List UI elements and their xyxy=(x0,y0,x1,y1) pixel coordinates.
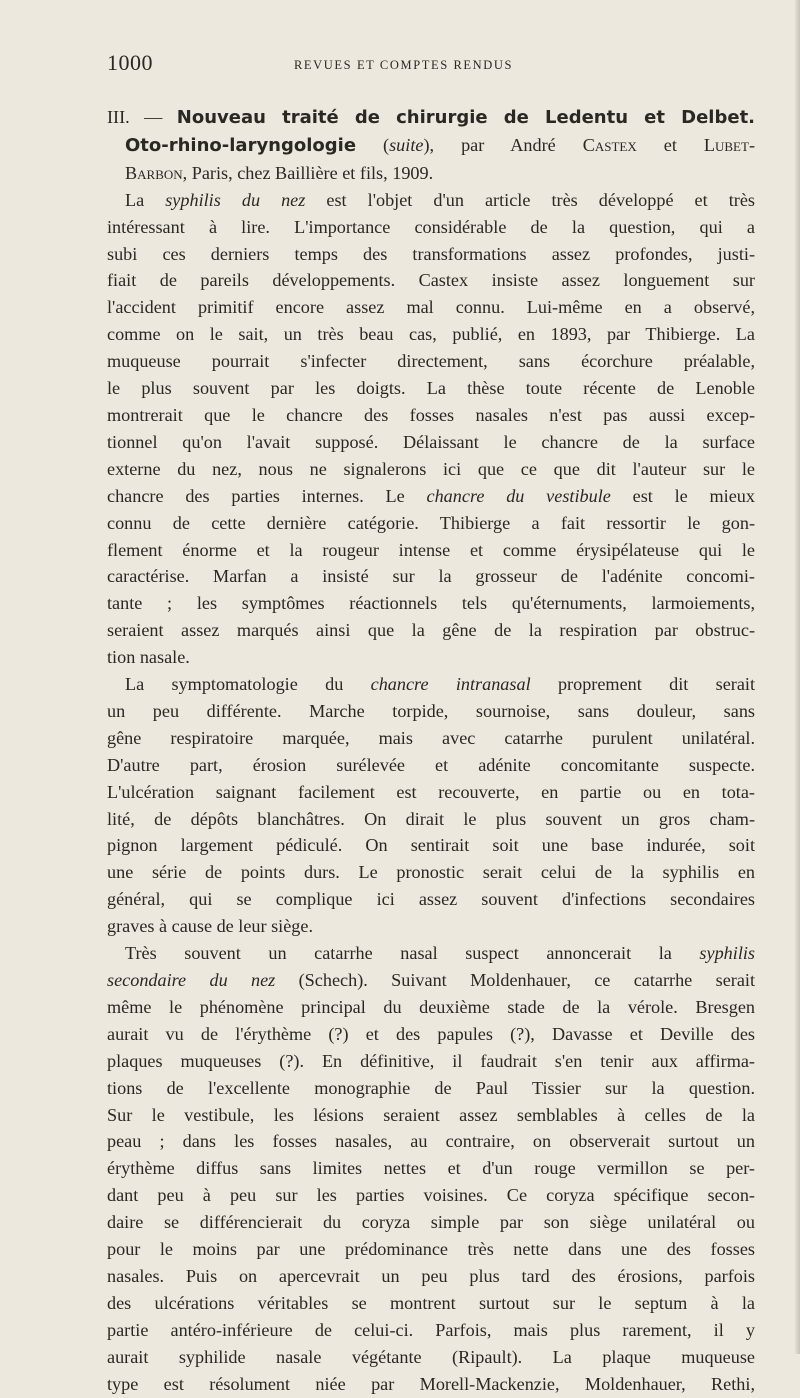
text-line xyxy=(107,104,755,132)
text-span: type est résolument niée par Morell-Mackenzie, Moldenhauer, Rethi, xyxy=(107,1373,755,1394)
text-span: La xyxy=(125,189,166,210)
text-span: (Schech). Suivant Moldenhauer, ce catarrhe serait xyxy=(275,970,755,990)
text-span: externe du nez, nous ne signalerons ici que ce que dit l'auteur sur le xyxy=(107,458,755,479)
text-span: nasales. Puis on apercevrait un peu plus tard des érosions, parfois xyxy=(107,1265,755,1286)
text-line xyxy=(107,859,755,886)
text-span: plaques muqueuses (?). En définitive, il faudrait s'en tenir aux affirma- xyxy=(107,1050,755,1071)
text-span: est l'objet d'un article très développé et très xyxy=(305,189,755,210)
italic-text: chancre du vestibule xyxy=(426,485,611,506)
text-span: proprement dit serait xyxy=(530,674,756,695)
text-line xyxy=(107,402,755,429)
author-name: Barbon xyxy=(125,162,183,183)
text-line xyxy=(107,779,755,806)
text-line xyxy=(107,214,755,241)
text-line xyxy=(107,187,755,214)
text-span: aurait syphilide nasale végétante (Ripault). La plaque muqueuse xyxy=(107,1346,755,1367)
text-span: tions de l'excellente monographie de Paul Tissier sur la question. xyxy=(107,1077,755,1098)
text-line xyxy=(107,563,755,590)
text-span: graves à cause de leur siège. xyxy=(107,916,314,937)
text-span: intéressant à lire. L'importance considérable de la question, qui a xyxy=(107,216,755,237)
text-line xyxy=(107,375,755,402)
text-span: Sur le vestibule, les lésions seraient assez semblables à celles de la xyxy=(107,1104,755,1125)
text-span: connu de cette dernière catégorie. Thibierge a fait ressortir le gon- xyxy=(107,512,755,533)
text-span: tante ; les symptômes réactionnels tels qu'éternuments, larmoiements, xyxy=(107,593,755,614)
italic-text: syphilis du nez xyxy=(165,189,306,210)
text-span: La symptomatologie du xyxy=(125,674,371,695)
text-span: daire se différencierait du coryza simple par son siège unilatéral ou xyxy=(107,1212,755,1233)
italic-text: secondaire du nez xyxy=(107,970,276,990)
text-line xyxy=(107,348,755,375)
italic-text: chancre intranasal xyxy=(370,674,531,695)
text-line xyxy=(107,590,755,617)
text-span: tion nasale. xyxy=(107,647,190,668)
text-line xyxy=(107,1075,755,1102)
text-line xyxy=(107,832,755,859)
text-line xyxy=(107,698,755,725)
text-line xyxy=(107,1209,755,1236)
text-span: L'ulcération saignant facilement est recouverte, en partie ou en tota- xyxy=(107,781,755,802)
page-header xyxy=(107,48,755,84)
text-span: tionnel qu'on l'avait supposé. Délaissant le chancre de la surface xyxy=(107,431,755,452)
text-line xyxy=(107,510,755,537)
text-span: général, qui se complique ici assez souvent d'infections secondaires xyxy=(107,889,755,910)
text-span: , Paris, chez Baillière et fils, 1909. xyxy=(182,162,434,183)
text-line xyxy=(107,617,755,644)
text-line xyxy=(107,132,755,160)
text-span: des ulcérations véritables se montrent surtout sur le septum à la xyxy=(107,1292,755,1313)
text-line xyxy=(107,1317,755,1344)
text-line xyxy=(107,1128,755,1155)
page-number: 1000 xyxy=(107,50,153,75)
text-span: dant peu à peu sur les parties voisines. Ce coryza spécifique secon- xyxy=(107,1185,755,1206)
text-line xyxy=(107,1263,755,1290)
text-line xyxy=(107,994,755,1021)
text-span: partie antéro-inférieure de celui-ci. Parfois, mais plus rarement, il y xyxy=(107,1319,755,1340)
author-name: Castex xyxy=(582,134,637,155)
text-span: flement énorme et la rougeur intense et comme érysipélateuse qui le xyxy=(107,539,755,560)
text-span: seraient assez marqués ainsi que la gêne de la respiration par obstruc- xyxy=(107,620,755,641)
text-line xyxy=(107,429,755,456)
text-line xyxy=(107,241,755,268)
text-span: ( xyxy=(356,134,390,155)
italic-text: syphilis xyxy=(699,943,755,964)
text-span: pignon largement pédiculé. On sentirait soit une base indurée, soit xyxy=(107,835,755,856)
text-span: le plus souvent par les doigts. La thèse toute récente de Lenoble xyxy=(107,378,755,399)
text-span: fiait de pareils développements. Castex insiste assez longuement sur xyxy=(107,270,755,291)
page xyxy=(107,48,755,1398)
text-span: chancre des parties internes. Le xyxy=(107,485,427,506)
text-line xyxy=(107,321,755,348)
title-text: Oto-rhino-laryngologie xyxy=(125,134,357,156)
article-body xyxy=(107,104,755,1398)
text-line xyxy=(107,456,755,483)
text-span: et xyxy=(636,134,704,155)
text-line xyxy=(107,671,755,698)
text-line xyxy=(107,1155,755,1182)
text-span: muqueuse pourrait s'infecter directement, sans écorchure préalable, xyxy=(107,351,755,372)
text-span: pour le moins par une prédominance très nette dans une des fosses xyxy=(107,1239,755,1260)
text-span: même le phénomène principal du deuxième stade de la vérole. Bresgen xyxy=(107,996,755,1017)
page-edge-shadow xyxy=(794,0,800,1354)
running-head: REVUES ET COMPTES RENDUS xyxy=(294,58,514,72)
text-span: subi ces derniers temps des transformations assez profondes, justi- xyxy=(107,243,755,264)
text-span: D'autre part, érosion surélevée et adénite concomitante suspecte. xyxy=(107,754,755,775)
text-span: Très souvent un catarrhe nasal suspect annoncerait la xyxy=(125,943,700,964)
italic-text: suite xyxy=(389,134,424,155)
text-line xyxy=(107,1048,755,1075)
text-line xyxy=(107,967,755,994)
text-line xyxy=(107,644,755,671)
text-span: lité, de dépôts blanchâtres. On dirait le plus souvent un gros cham- xyxy=(107,808,755,829)
text-line xyxy=(107,294,755,321)
text-span: III. — xyxy=(107,107,177,127)
text-span: une série de points durs. Le pronostic serait celui de la syphilis en xyxy=(107,862,755,883)
text-span: érythème diffus sans limites nettes et d'un rouge vermillon se per- xyxy=(107,1158,755,1179)
text-line xyxy=(107,483,755,510)
text-span: aurait vu de l'érythème (?) et des papules (?), Davasse et Deville des xyxy=(107,1023,755,1044)
text-line xyxy=(107,1236,755,1263)
text-line xyxy=(107,160,755,187)
text-span: comme on le sait, un très beau cas, publié, en 1893, par Thibierge. La xyxy=(107,324,755,345)
text-span: caractérise. Marfan a insisté sur la grosseur de l'adénite concomi- xyxy=(107,566,755,587)
text-line xyxy=(107,1021,755,1048)
text-line xyxy=(107,752,755,779)
text-line xyxy=(107,725,755,752)
text-span: gêne respiratoire marquée, mais avec catarrhe purulent unilatéral. xyxy=(107,727,755,748)
text-line xyxy=(107,913,755,940)
text-line xyxy=(107,806,755,833)
text-line xyxy=(107,940,755,967)
text-span: l'accident primitif encore assez mal connu. Lui-même en a observé, xyxy=(107,297,755,318)
text-span: peau ; dans les fosses nasales, au contraire, on observerait surtout un xyxy=(107,1131,755,1152)
text-line xyxy=(107,1290,755,1317)
text-line xyxy=(107,886,755,913)
text-span: un peu différente. Marche torpide, sournoise, sans douleur, sans xyxy=(107,700,755,721)
title-text: Nouveau traité de chirurgie de Ledentu et Delbet. xyxy=(176,107,756,128)
text-line xyxy=(107,1344,755,1371)
author-name: Lubet- xyxy=(703,134,755,155)
text-span: est le mieux xyxy=(610,485,755,506)
text-span: ), par André xyxy=(423,134,583,155)
text-line xyxy=(107,1102,755,1129)
text-span: montrerait que le chancre des fosses nasales n'est pas aussi excep- xyxy=(107,404,755,425)
text-line xyxy=(107,267,755,294)
text-line xyxy=(107,537,755,564)
text-line xyxy=(107,1371,755,1398)
text-line xyxy=(107,1182,755,1209)
